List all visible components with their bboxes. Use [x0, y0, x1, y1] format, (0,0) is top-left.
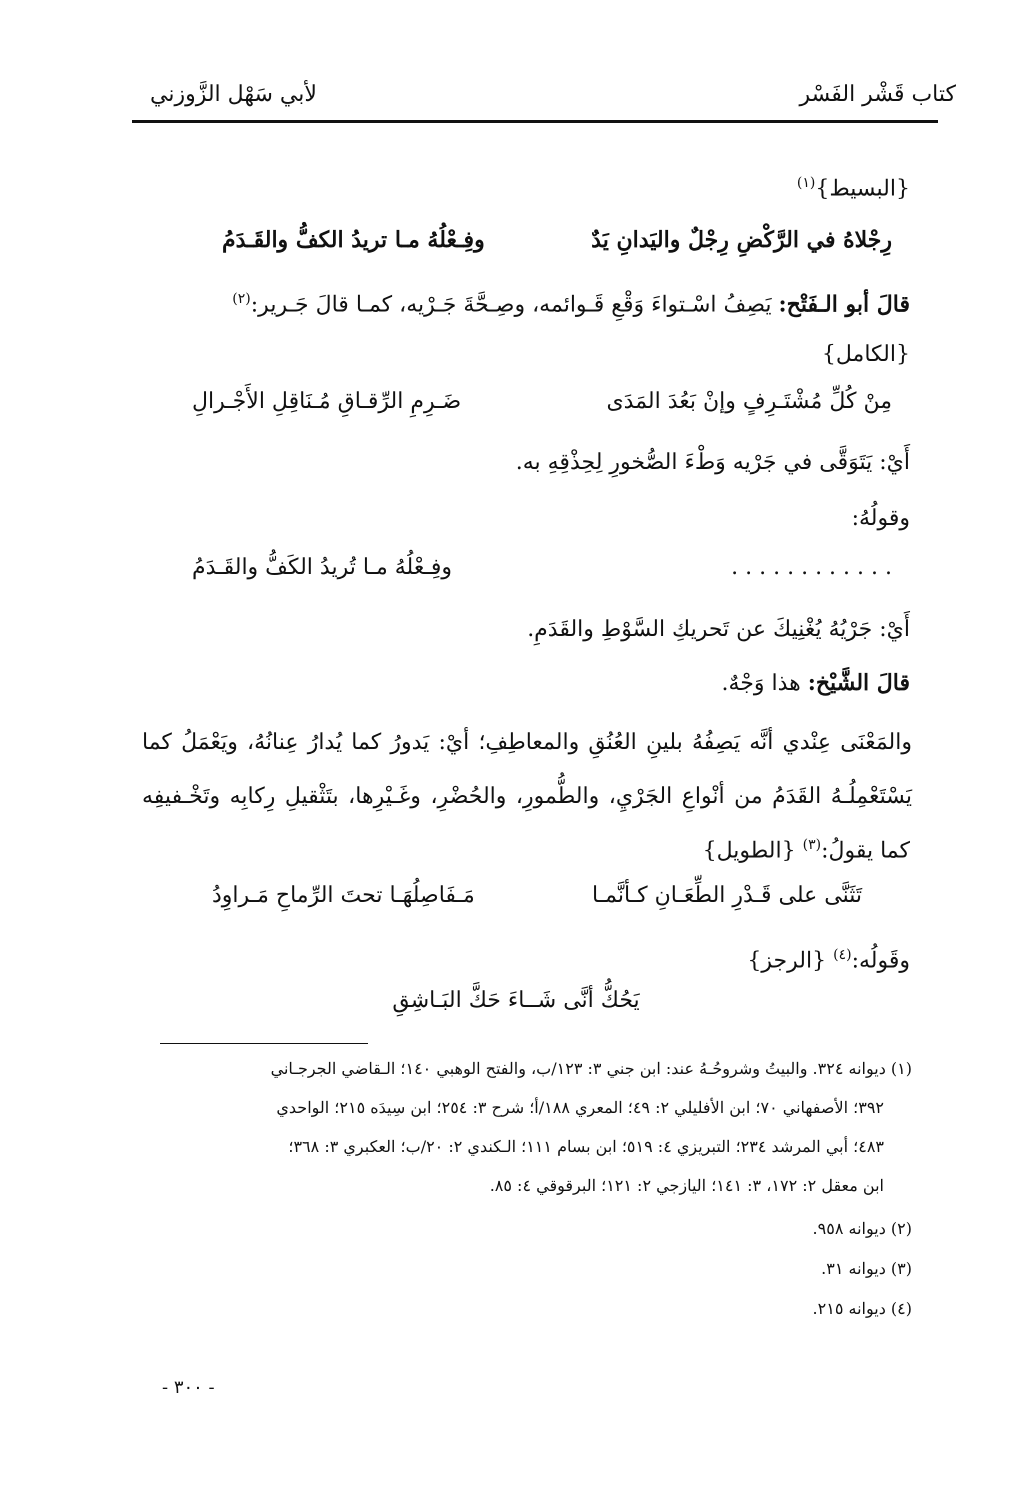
verse-4-second-hemistich: مَـفَاصِلُهَـا تحتَ الرِّماحِ مَـراوِدُ [212, 883, 475, 908]
meter-kamil: {الكامل} [821, 342, 910, 367]
footnote-2: (٢) ديوانه ٩٥٨. [812, 1219, 912, 1238]
verse-5: يَحُكُّ أنَّى شَــاءَ حَكَّ البَـاشِقِ [392, 988, 640, 1013]
shaykh-line [721, 668, 910, 699]
footnote-1-line-2: ٣٩٢؛ الأصفهاني ٧٠؛ ابن الأفليلي ٢: ٤٩؛ المعري ١٨٨/أ؛ شرح ٣: ٢٥٤؛ ابن سِيدَه ٢١٥؛ الواحدي [276, 1098, 884, 1117]
running-header-author: لأبي سَهْل الزَّوزني [150, 82, 317, 107]
explanation-1: أَيْ: يَتَوَقَّى في جَرْيه وَطْءَ الصُّخورِ لِحِذْقِهِ به. [515, 450, 910, 475]
verse-4-first-hemistich: تَثَنَّى على قَـدْرِ الطِّعَـانِ كـأنَّمـا [592, 883, 862, 908]
page-number: - ٣٠٠ - [162, 1377, 215, 1398]
verse-2-second-hemistich: ضَـرِمِ الرِّقـاقِ مُـنَاقِلِ الأَجْـرالِ [192, 389, 462, 414]
kama-yaqulu: كما يقولُ: [821, 838, 910, 864]
qawluhu-2: وقَولُه: [851, 948, 910, 974]
footnote-4: (٤) ديوانه ٢١٥. [812, 1299, 912, 1318]
verse-1-second-hemistich: وفِـعْلُهُ مـا تريدُ الكفُّ والقَـدَمُ [222, 227, 485, 253]
meter-label-line [797, 168, 910, 204]
footnote-1-line-3: ٤٨٣؛ أبي المرشد ٢٣٤؛ التبريزي ٤: ٥١٩؛ ابن بسام ١١١؛ الـكندي ٢: ٢٠/ب؛ العكبري ٣: ٣٦٨؛ [288, 1137, 884, 1156]
verse-3-second-hemistich: وفِـعْلُهُ مـا تُريدُ الكَفُّ والقَـدَمُ [192, 555, 453, 580]
paragraph-line-1: والمَعْنَى عِنْدي أنَّه يَصِفُهُ بلينِ العُنُقِ والمعاطِفِ؛ أيْ: يَدورُ كما يُدارُ عِنانُهُ، ويَعْمَلُ كما [142, 730, 912, 755]
abu-alfath-text: يَصِفُ اسْـتواءَ وَقْعِ قَـوائمه، وصِـحَّةَ جَـرْيه، كمـا قالَ جَـرير: [250, 292, 772, 318]
qawluhu-label: وقولُهُ: [851, 506, 910, 531]
verse-2 [132, 382, 892, 422]
verse-2-first-hemistich: مِنْ كُلِّ مُشْتَـرِفٍ وإنْ بَعُدَ المَدَى [606, 389, 892, 414]
qawluhu-2-line [747, 940, 910, 976]
footnote-1-line-4: ابن معقل ٢: ١٧٢، ٣: ١٤١؛ اليازجي ٢: ١٢١؛ البرقوقي ٤: ٨٥. [489, 1176, 884, 1195]
verse-1-first-hemistich: رِجْلاهُ في الرَّكْضِ رِجْلٌ واليَدانِ يَدٌ [591, 227, 892, 253]
verse-3-ellipsis: . . . . . . . . . . . . [731, 555, 892, 580]
shaykh-label: قالَ الشَّيْخ: [807, 670, 910, 696]
footnote-ref-1: (١) [796, 175, 816, 191]
paragraph-line-2: يَسْتَعْمِلُـهُ القَدَمُ من أنْواعِ الجَرْيِ، والطُّمورِ، والحُضْرِ، وغَـيْرِها، بتَثْقيلِ رِكابِه وتَخْـفيفِه [142, 784, 912, 809]
meter-tawil: {الطويل} [702, 838, 796, 864]
paragraph-line-3 [703, 830, 910, 866]
running-header-book-title: كتاب قَشْر الفَسْر [799, 82, 956, 107]
verse-1 [132, 220, 892, 260]
verse-3 [132, 548, 892, 588]
footnote-3: (٣) ديوانه ٣١. [821, 1259, 912, 1278]
verse-4 [212, 876, 862, 916]
footnote-rule [160, 1043, 368, 1044]
shaykh-text: هذا وَجْهٌ. [721, 671, 801, 696]
header-rule [132, 120, 938, 123]
explanation-2: أَيْ: جَرْيُهُ يُغْنِيكَ عن تَحريكِ السَّوْطِ والقَدَمِ. [527, 617, 910, 642]
footnote-1-line-1: (١) ديوانه ٣٢٤. والبيتُ وشروحُـهُ عند: ابن جني ٣: ١٢٣/ب، والفتح الوهبي ١٤٠؛ الـقاضي الجرجـاني [270, 1059, 912, 1078]
meter-rajaz: {الرجز} [747, 948, 827, 974]
footnote-ref-3: (٣) [802, 837, 822, 853]
footnote-ref-2: (٢) [232, 291, 251, 307]
abu-alfath-label: قالَ أبو الـفَتْح: [778, 291, 910, 318]
abu-alfath-line [232, 284, 910, 320]
footnote-ref-4: (٤) [833, 947, 852, 963]
meter-basit: {البسيط} [815, 176, 910, 202]
